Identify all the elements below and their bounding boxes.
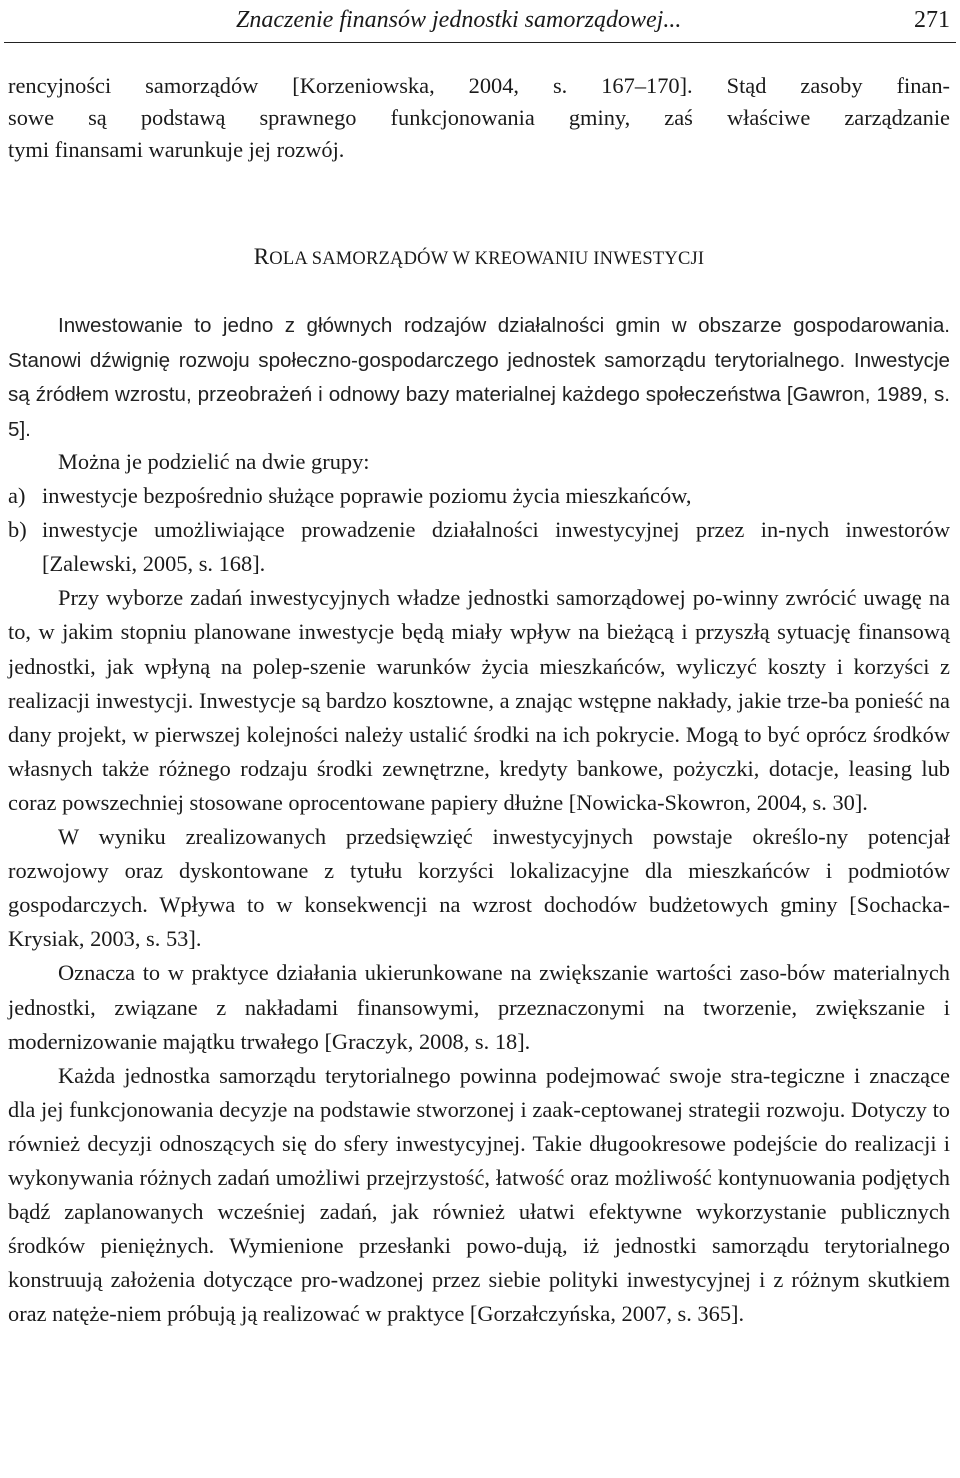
paragraph: Każda jednostka samorządu terytorialnego powinna podejmować swoje stra-tegiczne i znaczące dla jej funkcjonowania decyzje na podstawie stworzonej i zaak-ceptowanej strategii rozwoju. Dotyczy to również decyzji odnoszących się do sfery inwestycyjnej. Takie długookresowe podejście do realizacji i wykonywania różnych zadań umożliwi przejrzystość, łatwość oraz możliwość kontynuowania podjętych bądź zaplanowanych wcześniej zadań, jak również ułatwi efektywne wykorzystanie publicznych środków pieniężnych. Wymienione przesłanki powo-dują, iż jednostki samorządu terytorialnego konstruują założenia dotyczące pro-wadzonej przez siebie polityki inwestycyjnej i z różnym skutkiem oraz natęże-niem próbują ją realizować w praktyce [Gorzałczyńska, 2007, s. 365]. [8, 1062, 950, 1327]
section-heading-initial: R [253, 244, 270, 269]
main-text [8, 445, 950, 1331]
intro-paragraph [8, 70, 950, 165]
list-item-text: inwestycje bezpośrednio służące poprawie poziomu życia mieszkańców, [42, 483, 692, 509]
section-heading-text: OLA SAMORZĄDÓW W KREOWANIU INWESTYCJI [269, 249, 705, 269]
list-item [8, 513, 950, 581]
running-header [4, 0, 956, 43]
list-marker: a) [8, 483, 26, 509]
paragraph: Przy wyborze zadań inwestycyjnych władze jednostki samorządowej po-winny zwrócić uwagę na to, w jakim stopniu planowane inwestycje będą miały wpływ na bieżącą i przyszłą sytuację finansową jednostki, jak wpłyną na polep-szenie warunków życia mieszkańców, wyliczyć koszty i korzyści z realizacji inwestycji. Inwestycje są bardzo kosztowne, a znając wstępne nakłady, jakie trze-ba ponieść na dany projekt, w pierwszej kolejności należy ustalić środki na ich pokrycie. Mogą to być oprócz środków własnych także różnego rodzaju środki zewnętrzne, kredyty bankowe, pożyczki, dotacje, leasing lub coraz powszechniej stosowane oprocentowane papiery dłużne [Nowicka-Skowron, 2004, s. 30]. [8, 585, 950, 815]
intro-line: tymi finansami warunkuje jej rozwój. [8, 136, 345, 162]
paragraph: Oznacza to w praktyce działania ukierunkowane na zwiększanie wartości zaso-bów materialnych jednostki, związane z nakładami finansowymi, przeznaczonymi na tworzenie, zwiększanie i modernizowanie majątku trwałego [Graczyk, 2008, s. 18]. [8, 960, 950, 1054]
paragraph: Można je podzielić na dwie grupy: [58, 449, 370, 474]
section-heading [8, 241, 950, 275]
paragraph-investment-intro [8, 309, 950, 447]
paragraph: Inwestowanie to jedno z głównych rodzajów działalności gmin w obszarze gospodarowania. Stanowi dźwignię rozwoju społeczno-gospodarczego jednostek samorządu terytorialnego. Inwestycje są źródłem wzrostu, przeobrażeń i odnowy bazy materialnej każdego społeczeństwa [Gawron, 1989, s. 5]. [8, 314, 950, 441]
intro-line: sowe są podstawą sprawnego funkcjonowania gminy, zaś właściwe zarządzanie [8, 104, 950, 130]
running-title: Znaczenie finansów jednostki samorządowej... [236, 7, 682, 33]
list-item-text: inwestycje umożliwiające prowadzenie działalności inwestycyjnej przez in-nych inwestorów [Zalewski, 2005, s. 168]. [42, 517, 950, 577]
paragraph: W wyniku zrealizowanych przedsięwzięć inwestycyjnych powstaje określo-ny potencjał rozwojowy oraz dyskontowane z tytułu korzyści lokalizacyjne dla mieszkańców i podmiotów gospodarczych. Wpływa to w konsekwencji na wzrost dochodów budżetowych gminy [Sochacka-Krysiak, 2003, s. 53]. [8, 824, 950, 952]
page-number: 271 [914, 7, 950, 33]
intro-line: rencyjności samorządów [Korzeniowska, 2004, s. 167–170]. Stąd zasoby finan- [8, 73, 950, 98]
list-item [8, 479, 950, 513]
list-marker: b) [8, 517, 27, 543]
